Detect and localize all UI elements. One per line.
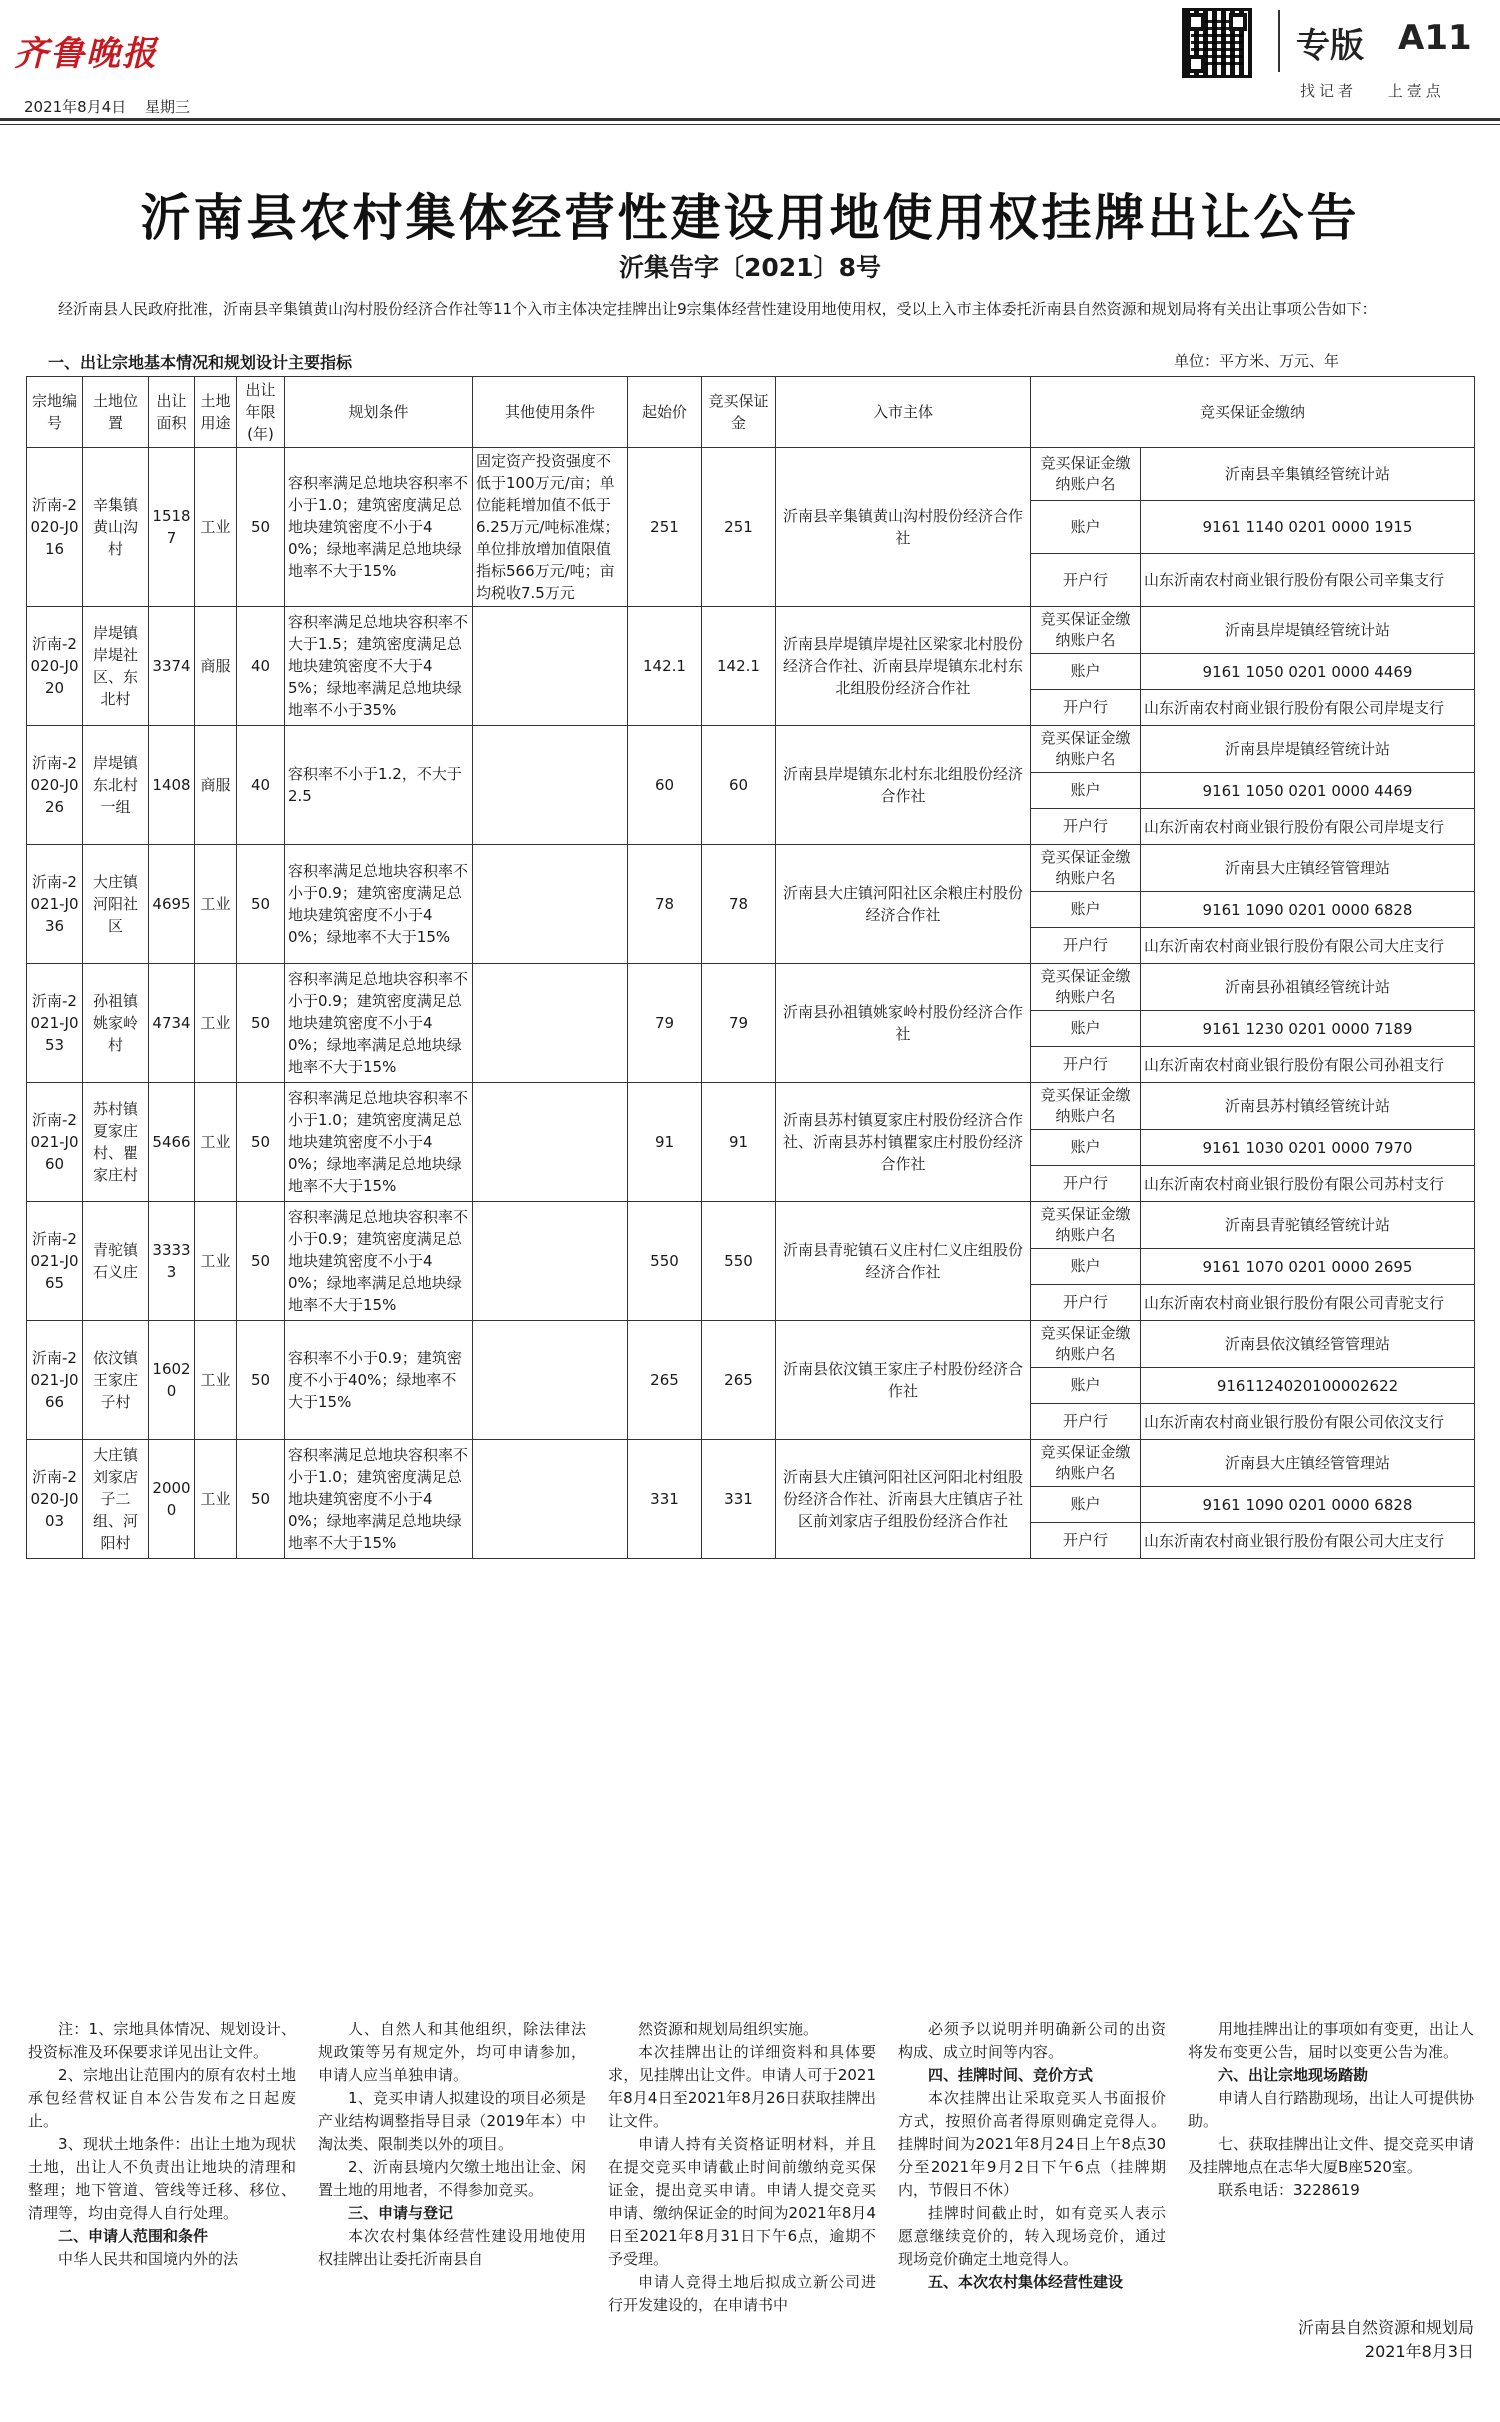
other-conditions	[473, 964, 628, 1083]
planning-conditions: 容积率满足总地块容积率不小于0.9；建筑密度满足总地块建筑密度不小于40%；绿地率满足总地块绿地率不大于15%	[285, 964, 473, 1083]
column-header: 入市主体	[776, 377, 1031, 448]
parcel-area: 20000	[149, 1440, 195, 1559]
deposit-field-label: 竞买保证金缴纳账户名	[1031, 726, 1141, 773]
market-entity: 沂南县辛集镇黄山沟村股份经济合作社	[776, 448, 1031, 607]
column-header: 其他使用条件	[473, 377, 628, 448]
deposit-amount: 265	[702, 1321, 776, 1440]
lease-years: 50	[237, 964, 285, 1083]
column-header: 竞买保证金	[702, 377, 776, 448]
notes-column	[28, 2018, 296, 2271]
deposit-amount: 331	[702, 1440, 776, 1559]
deposit-bank: 山东沂南农村商业银行股份有限公司依汶支行	[1141, 1404, 1475, 1440]
note-paragraph: 申请人自行踏勘现场，出让人可提供协助。	[1188, 2089, 1474, 2130]
parcel-id: 沂南-2021-J060	[27, 1083, 83, 1202]
planning-conditions: 容积率满足总地块容积率不小于1.0；建筑密度满足总地块建筑密度不小于40%；绿地率满足总地块绿地率不大于15%	[285, 1440, 473, 1559]
staff-item: 上壹点	[1387, 82, 1445, 100]
table-row	[27, 607, 1475, 654]
divider	[1278, 10, 1280, 72]
deposit-field-label: 开户行	[1031, 1285, 1141, 1321]
deposit-account-name: 沂南县依汶镇经管管理站	[1141, 1321, 1475, 1368]
deposit-bank: 山东沂南农村商业银行股份有限公司大庄支行	[1141, 1523, 1475, 1559]
market-entity: 沂南县大庄镇河阳社区河阳北村组股份经济合作社、沂南县大庄镇店子社区前刘家店子组股份经济合作社	[776, 1440, 1031, 1559]
note-paragraph: 本次挂牌出让的详细资料和具体要求，见挂牌出让文件。申请人可于2021年8月4日至2021年8月26日获取挂牌出让文件。	[608, 2043, 876, 2130]
land-use: 工业	[195, 448, 237, 607]
deposit-field-label: 账户	[1031, 1249, 1141, 1285]
deposit-field-label: 开户行	[1031, 809, 1141, 845]
lease-years: 50	[237, 448, 285, 607]
column-header: 竞买保证金缴纳	[1031, 377, 1475, 448]
notes-section	[28, 2018, 1474, 2348]
land-use: 工业	[195, 1440, 237, 1559]
lease-years: 50	[237, 1440, 285, 1559]
deposit-account-name: 沂南县青驼镇经管统计站	[1141, 1202, 1475, 1249]
lease-years: 40	[237, 607, 285, 726]
deposit-field-label: 竞买保证金缴纳账户名	[1031, 845, 1141, 892]
note-paragraph: 1、竞买申请人拟建设的项目必须是产业结构调整指导目录（2019年本）中淘汰类、限制类以外的项目。	[318, 2089, 586, 2153]
deposit-account-name: 沂南县苏村镇经管统计站	[1141, 1083, 1475, 1130]
parcel-area: 5466	[149, 1083, 195, 1202]
section-heading: 三、申请与登记	[348, 2204, 454, 2222]
lease-years: 50	[237, 1321, 285, 1440]
deposit-amount: 251	[702, 448, 776, 607]
market-entity: 沂南县依汶镇王家庄子村股份经济合作社	[776, 1321, 1031, 1440]
parcel-table	[26, 376, 1475, 1559]
lease-years: 50	[237, 845, 285, 964]
other-conditions	[473, 1202, 628, 1321]
issue-date	[24, 96, 204, 117]
deposit-field-label: 开户行	[1031, 690, 1141, 726]
deposit-amount: 78	[702, 845, 776, 964]
market-entity: 沂南县岸堤镇岸堤社区梁家北村股份经济合作社、沂南县岸堤镇东北村东北组股份经济合作社	[776, 607, 1031, 726]
deposit-field-label: 竞买保证金缴纳账户名	[1031, 607, 1141, 654]
column-header: 土地用途	[195, 377, 237, 448]
table-row	[27, 1202, 1475, 1249]
deposit-bank: 山东沂南农村商业银行股份有限公司岸堤支行	[1141, 809, 1475, 845]
table-row	[27, 448, 1475, 501]
parcel-id: 沂南-2021-J065	[27, 1202, 83, 1321]
land-use: 商服	[195, 607, 237, 726]
deposit-account-number: 9161 1140 0201 0000 1915	[1141, 501, 1475, 554]
notes-column	[318, 2018, 586, 2271]
parcel-location: 辛集镇黄山沟村	[83, 448, 149, 607]
market-entity: 沂南县苏村镇夏家庄村股份经济合作社、沂南县苏村镇瞿家庄村股份经济合作社	[776, 1083, 1031, 1202]
unit-note: 单位：平方米、万元、年	[1174, 352, 1340, 370]
section-heading: 一、出让宗地基本情况和规划设计主要指标	[48, 353, 353, 372]
note-paragraph: 3、现状土地条件：出让土地为现状土地，出让人不负责出让地块的清理和整理；地下管道、管线等迁移、移位、清理等，均由竞得人自行处理。	[28, 2135, 296, 2222]
other-conditions	[473, 845, 628, 964]
issuing-organization: 沂南县自然资源和规划局	[1297, 2318, 1474, 2337]
other-conditions	[473, 1083, 628, 1202]
deposit-account-name: 沂南县大庄镇经管管理站	[1141, 845, 1475, 892]
deposit-field-label: 竞买保证金缴纳账户名	[1031, 448, 1141, 501]
parcel-id: 沂南-2020-J003	[27, 1440, 83, 1559]
section-heading: 六、出让宗地现场踏勘	[1218, 2066, 1369, 2084]
deposit-field-label: 开户行	[1031, 1404, 1141, 1440]
deposit-field-label: 账户	[1031, 1368, 1141, 1404]
signoff	[1298, 2316, 1474, 2364]
date-text: 2021年8月4日	[24, 98, 127, 116]
deposit-field-label: 竞买保证金缴纳账户名	[1031, 964, 1141, 1011]
deposit-field-label: 开户行	[1031, 928, 1141, 964]
page-title: 沂南县农村集体经营性建设用地使用权挂牌出让公告	[140, 189, 1360, 247]
note-paragraph: 中华人民共和国境内外的法	[58, 2250, 239, 2268]
column-header: 出让面积	[149, 377, 195, 448]
edition-label: 专版	[1296, 26, 1364, 66]
section-heading: 二、申请人范围和条件	[58, 2227, 209, 2245]
note-paragraph: 用地挂牌出让的事项如有变更，出让人将发布变更公告，届时以变更公告为准。	[1188, 2020, 1474, 2061]
deposit-field-label: 开户行	[1031, 1047, 1141, 1083]
column-header: 宗地编号	[27, 377, 83, 448]
section-heading: 四、挂牌时间、竞价方式	[928, 2066, 1094, 2084]
note-paragraph: 七、获取挂牌出让文件、提交竞买申请及挂牌地点在志华大厦B座520室。	[1188, 2135, 1474, 2176]
page-number: A11	[1398, 18, 1472, 58]
divider	[0, 118, 1500, 121]
start-price: 251	[628, 448, 702, 607]
staff-item: 找记者	[1300, 82, 1358, 100]
parcel-location: 大庄镇河阳社区	[83, 845, 149, 964]
deposit-bank: 山东沂南农村商业银行股份有限公司岸堤支行	[1141, 690, 1475, 726]
deposit-account-number: 9161 1050 0201 0000 4469	[1141, 654, 1475, 690]
other-conditions	[473, 1440, 628, 1559]
planning-conditions: 容积率满足总地块容积率不小于0.9；建筑密度满足总地块建筑密度不小于40%；绿地率满足总地块绿地率不大于15%	[285, 1202, 473, 1321]
deposit-account-name: 沂南县岸堤镇经管统计站	[1141, 726, 1475, 773]
deposit-account-number: 9161 1030 0201 0000 7970	[1141, 1130, 1475, 1166]
deposit-field-label: 账户	[1031, 1011, 1141, 1047]
note-paragraph: 2、宗地出让范围内的原有农村土地承包经营权证自本公告发布之日起废止。	[28, 2066, 296, 2130]
market-entity: 沂南县岸堤镇东北村东北组股份经济合作社	[776, 726, 1031, 845]
deposit-amount: 142.1	[702, 607, 776, 726]
table-row	[27, 726, 1475, 773]
parcel-id: 沂南-2021-J053	[27, 964, 83, 1083]
lease-years: 40	[237, 726, 285, 845]
table-row	[27, 964, 1475, 1011]
qr-code-icon	[1182, 8, 1252, 78]
deposit-amount: 91	[702, 1083, 776, 1202]
land-use: 工业	[195, 1083, 237, 1202]
land-use: 工业	[195, 964, 237, 1083]
planning-conditions: 容积率不小于1.2，不大于2.5	[285, 726, 473, 845]
deposit-account-number: 9161 1070 0201 0000 2695	[1141, 1249, 1475, 1285]
deposit-account-name: 沂南县大庄镇经管管理站	[1141, 1440, 1475, 1487]
deposit-account-number: 9161 1090 0201 0000 6828	[1141, 892, 1475, 928]
start-price: 331	[628, 1440, 702, 1559]
parcel-area: 3374	[149, 607, 195, 726]
deposit-field-label: 竞买保证金缴纳账户名	[1031, 1321, 1141, 1368]
note-paragraph: 本次农村集体经营性建设用地使用权挂牌出让委托沂南县自	[318, 2227, 586, 2268]
planning-conditions: 容积率不小于0.9；建筑密度不小于40%；绿地率不大于15%	[285, 1321, 473, 1440]
column-header: 出让年限(年)	[237, 377, 285, 448]
issue-date-signoff: 2021年8月3日	[1364, 2342, 1474, 2361]
parcel-area: 16020	[149, 1321, 195, 1440]
parcel-area: 4734	[149, 964, 195, 1083]
deposit-amount: 79	[702, 964, 776, 1083]
planning-conditions: 容积率满足总地块容积率不小于1.0；建筑密度满足总地块建筑密度不小于40%；绿地率满足总地块绿地率不大于15%	[285, 448, 473, 607]
masthead	[0, 0, 1500, 120]
note-paragraph: 挂牌时间截止时，如有竞买人表示愿意继续竞价的，转入现场竞价，通过现场竞价确定土地竞得人。	[898, 2204, 1166, 2268]
column-header: 规划条件	[285, 377, 473, 448]
land-use: 工业	[195, 1321, 237, 1440]
deposit-field-label: 开户行	[1031, 554, 1141, 607]
deposit-field-label: 账户	[1031, 892, 1141, 928]
start-price: 60	[628, 726, 702, 845]
start-price: 142.1	[628, 607, 702, 726]
deposit-field-label: 账户	[1031, 1130, 1141, 1166]
deposit-account-number: 9161 1090 0201 0000 6828	[1141, 1487, 1475, 1523]
start-price: 79	[628, 964, 702, 1083]
note-paragraph: 申请人持有关资格证明材料，并且在提交竞买申请截止时间前缴纳竞买保证金，提出竞买申请。申请人提交竞买申请、缴纳保证金的时间为2021年8月4日至2021年8月31日下午6点，逾期不予受理。	[608, 2135, 876, 2268]
staff-line	[1300, 80, 1467, 101]
deposit-field-label: 账户	[1031, 501, 1141, 554]
column-header: 土地位置	[83, 377, 149, 448]
deposit-bank: 山东沂南农村商业银行股份有限公司青驼支行	[1141, 1285, 1475, 1321]
parcel-location: 孙祖镇姚家岭村	[83, 964, 149, 1083]
weekday-text: 星期三	[145, 98, 191, 116]
deposit-bank: 山东沂南农村商业银行股份有限公司辛集支行	[1141, 554, 1475, 607]
deposit-account-number: 9161124020100002622	[1141, 1368, 1475, 1404]
parcel-location: 大庄镇刘家店子二组、河阳村	[83, 1440, 149, 1559]
note-paragraph: 联系电话：3228619	[1218, 2181, 1360, 2199]
notes-column	[1188, 2018, 1474, 2202]
land-use: 工业	[195, 1202, 237, 1321]
deposit-account-name: 沂南县辛集镇经管统计站	[1141, 448, 1475, 501]
deposit-field-label: 账户	[1031, 1487, 1141, 1523]
deposit-account-name: 沂南县孙祖镇经管统计站	[1141, 964, 1475, 1011]
other-conditions	[473, 726, 628, 845]
planning-conditions: 容积率满足总地块容积率不小于0.9；建筑密度满足总地块建筑密度不小于40%；绿地率不大于15%	[285, 845, 473, 964]
note-paragraph: 2、沂南县境内欠缴土地出让金、闲置土地的用地者，不得参加竞买。	[318, 2158, 586, 2199]
deposit-bank: 山东沂南农村商业银行股份有限公司孙祖支行	[1141, 1047, 1475, 1083]
start-price: 550	[628, 1202, 702, 1321]
notes-column	[898, 2018, 1166, 2294]
land-use: 商服	[195, 726, 237, 845]
note-paragraph: 必须予以说明并明确新公司的出资构成、成立时间等内容。	[898, 2020, 1166, 2061]
deposit-amount: 550	[702, 1202, 776, 1321]
parcel-id: 沂南-2020-J016	[27, 448, 83, 607]
document-number: 沂集告字〔2021〕8号	[619, 253, 881, 282]
deposit-account-number: 9161 1230 0201 0000 7189	[1141, 1011, 1475, 1047]
market-entity: 沂南县孙祖镇姚家岭村股份经济合作社	[776, 964, 1031, 1083]
deposit-bank: 山东沂南农村商业银行股份有限公司苏村支行	[1141, 1166, 1475, 1202]
parcel-location: 青驼镇石义庄	[83, 1202, 149, 1321]
parcel-id: 沂南-2021-J066	[27, 1321, 83, 1440]
deposit-account-name: 沂南县岸堤镇经管统计站	[1141, 607, 1475, 654]
deposit-account-number: 9161 1050 0201 0000 4469	[1141, 773, 1475, 809]
planning-conditions: 容积率满足总地块容积率不大于1.5；建筑密度满足总地块建筑密度不大于45%；绿地率满足总地块绿地率不小于35%	[285, 607, 473, 726]
note-paragraph: 本次挂牌出让采取竞买人书面报价方式，按照价高者得原则确定竞得人。挂牌时间为2021年8月24日上午8点30分至2021年9月2日下午6点（挂牌期内，节假日不休）	[898, 2089, 1166, 2199]
parcel-id: 沂南-2020-J020	[27, 607, 83, 726]
deposit-field-label: 竞买保证金缴纳账户名	[1031, 1202, 1141, 1249]
parcel-id: 沂南-2021-J036	[27, 845, 83, 964]
deposit-bank: 山东沂南农村商业银行股份有限公司大庄支行	[1141, 928, 1475, 964]
lease-years: 50	[237, 1202, 285, 1321]
deposit-field-label: 竞买保证金缴纳账户名	[1031, 1083, 1141, 1130]
deposit-field-label: 竞买保证金缴纳账户名	[1031, 1440, 1141, 1487]
start-price: 265	[628, 1321, 702, 1440]
parcel-area: 33333	[149, 1202, 195, 1321]
table-row	[27, 1440, 1475, 1487]
deposit-field-label: 账户	[1031, 654, 1141, 690]
start-price: 91	[628, 1083, 702, 1202]
deposit-field-label: 账户	[1031, 773, 1141, 809]
intro-paragraph: 经沂南县人民政府批准，沂南县辛集镇黄山沟村股份经济合作社等11个入市主体决定挂牌出让9宗集体经营性建设用地使用权，受以上入市主体委托沂南县自然资源和规划局将有关出让事项公告如下：	[58, 300, 1377, 318]
section-heading: 五、本次农村集体经营性建设	[928, 2273, 1124, 2291]
column-header: 起始价	[628, 377, 702, 448]
parcel-location: 依汶镇王家庄子村	[83, 1321, 149, 1440]
other-conditions: 固定资产投资强度不低于100万元/亩；单位能耗增加值不低于6.25万元/吨标准煤；单位排放增加值限值指标566万元/吨；亩均税收7.5万元	[473, 448, 628, 607]
deposit-field-label: 开户行	[1031, 1166, 1141, 1202]
divider	[0, 124, 1500, 125]
market-entity: 沂南县大庄镇河阳社区余粮庄村股份经济合作社	[776, 845, 1031, 964]
deposit-amount: 60	[702, 726, 776, 845]
table-row	[27, 1083, 1475, 1130]
notes-column	[608, 2018, 876, 2317]
note-paragraph: 人、自然人和其他组织，除法律法规政策等另有规定外，均可申请参加，申请人应当单独申请。	[318, 2020, 586, 2084]
deposit-field-label: 开户行	[1031, 1523, 1141, 1559]
parcel-location: 岸堤镇岸堤社区、东北村	[83, 607, 149, 726]
table-row	[27, 845, 1475, 892]
parcel-area: 1408	[149, 726, 195, 845]
parcel-location: 岸堤镇东北村一组	[83, 726, 149, 845]
lease-years: 50	[237, 1083, 285, 1202]
planning-conditions: 容积率满足总地块容积率不小于1.0；建筑密度满足总地块建筑密度不小于40%；绿地率满足总地块绿地率不大于15%	[285, 1083, 473, 1202]
parcel-area: 4695	[149, 845, 195, 964]
market-entity: 沂南县青驼镇石义庄村仁义庄组股份经济合作社	[776, 1202, 1031, 1321]
newspaper-logo: 齐鲁晚报	[14, 34, 158, 74]
land-use: 工业	[195, 845, 237, 964]
start-price: 78	[628, 845, 702, 964]
table-header-row	[27, 377, 1475, 448]
table-row	[27, 1321, 1475, 1368]
parcel-area: 15187	[149, 448, 195, 607]
parcel-location: 苏村镇夏家庄村、瞿家庄村	[83, 1083, 149, 1202]
note-paragraph: 申请人竞得土地后拟成立新公司进行开发建设的，在申请书中	[608, 2273, 876, 2314]
note-paragraph: 注：1、宗地具体情况、规划设计、投资标准及环保要求详见出让文件。	[28, 2020, 296, 2061]
note-paragraph: 然资源和规划局组织实施。	[638, 2020, 819, 2038]
other-conditions	[473, 607, 628, 726]
parcel-id: 沂南-2020-J026	[27, 726, 83, 845]
other-conditions	[473, 1321, 628, 1440]
